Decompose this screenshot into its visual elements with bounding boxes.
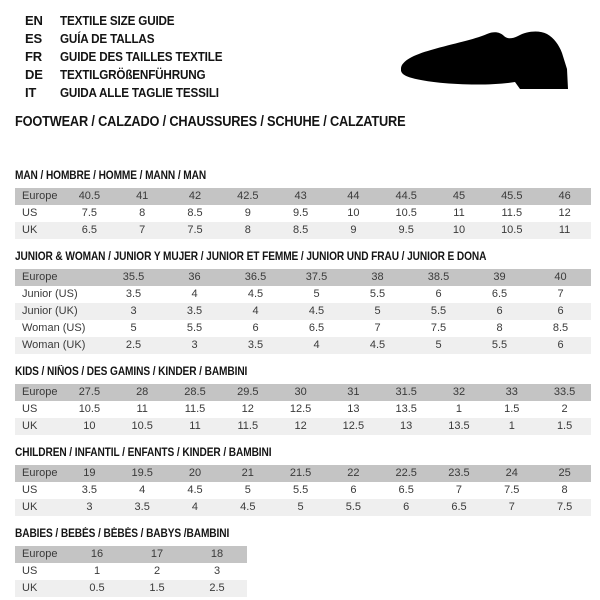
row-label: Woman (US) bbox=[22, 322, 86, 334]
row-label: Europe bbox=[22, 386, 58, 398]
size-cell: 5 bbox=[244, 484, 251, 496]
size-cell: 41 bbox=[136, 190, 149, 202]
size-cell: 23.5 bbox=[448, 467, 470, 479]
size-table bbox=[15, 384, 591, 435]
size-cell: 8 bbox=[139, 207, 146, 219]
shoe-icon bbox=[401, 30, 571, 94]
size-cell: 3.5 bbox=[247, 339, 264, 351]
size-cell: 12 bbox=[294, 420, 307, 432]
size-cell: 28 bbox=[136, 386, 149, 398]
size-cell: 12.5 bbox=[289, 403, 312, 415]
size-cell: 11 bbox=[453, 207, 465, 219]
size-cell: 31.5 bbox=[395, 386, 417, 398]
size-cell: 37.5 bbox=[305, 271, 328, 283]
size-section bbox=[15, 366, 591, 435]
row-label: UK bbox=[22, 582, 38, 594]
language-code: EN bbox=[25, 13, 43, 28]
size-cell: 5 bbox=[313, 288, 320, 300]
size-cell: 21 bbox=[241, 467, 254, 479]
size-cell: 6 bbox=[557, 305, 564, 317]
size-cell: 21.5 bbox=[289, 467, 312, 479]
size-cell: 3 bbox=[213, 565, 221, 577]
language-code: DE bbox=[25, 67, 43, 82]
size-section bbox=[15, 170, 591, 239]
language-title: TEXTILGRÖßENFÜHRUNG bbox=[60, 67, 206, 82]
size-cell: 6 bbox=[496, 305, 503, 317]
size-cell: 36.5 bbox=[244, 271, 267, 283]
category-title: FOOTWEAR / CALZADO / CHAUSSURES / SCHUHE / CALZATURE bbox=[15, 114, 406, 130]
page-header bbox=[0, 0, 600, 130]
size-cell: 6.5 bbox=[491, 288, 508, 300]
size-cell: 35.5 bbox=[122, 271, 145, 283]
size-cell: 8 bbox=[496, 322, 503, 334]
table-row bbox=[15, 269, 591, 286]
row-label: Junior (UK) bbox=[22, 305, 78, 317]
size-cell: 5.5 bbox=[186, 322, 203, 334]
size-table bbox=[15, 546, 247, 597]
size-cell: 3.5 bbox=[81, 484, 98, 496]
size-cell: 4.5 bbox=[308, 305, 325, 317]
size-cell: 5 bbox=[297, 501, 304, 513]
size-cell: 12.5 bbox=[342, 420, 365, 432]
size-cell: 9.5 bbox=[292, 207, 309, 219]
row-label: Junior (US) bbox=[22, 288, 78, 300]
size-cell: 46 bbox=[558, 190, 571, 202]
size-cell: 24 bbox=[505, 467, 518, 479]
language-code: FR bbox=[25, 49, 42, 64]
size-cell: 7.5 bbox=[81, 207, 98, 219]
size-cell: 6.5 bbox=[81, 224, 98, 236]
size-cell: 5.5 bbox=[345, 501, 362, 513]
size-cell: 25 bbox=[558, 467, 571, 479]
size-cell: 8 bbox=[561, 484, 568, 496]
size-cell: 11 bbox=[189, 420, 201, 432]
size-cell: 40.5 bbox=[78, 190, 101, 202]
table-row bbox=[15, 465, 591, 482]
size-cell: 7 bbox=[139, 224, 146, 236]
size-cell: 38 bbox=[371, 271, 384, 283]
row-label: UK bbox=[22, 224, 38, 236]
size-cell: 27.5 bbox=[78, 386, 101, 398]
size-cell: 16 bbox=[90, 548, 104, 560]
size-cell: 42.5 bbox=[237, 190, 259, 202]
size-cell: 4 bbox=[191, 501, 199, 513]
size-cell: 3 bbox=[86, 501, 93, 513]
size-cell: 28.5 bbox=[184, 386, 206, 398]
section-title: CHILDREN / INFANTIL / ENFANTS / KINDER / BAMBINI bbox=[15, 447, 272, 459]
size-cell: 13.5 bbox=[448, 420, 470, 432]
size-cell: 3.5 bbox=[186, 305, 203, 317]
size-cell: 40 bbox=[554, 271, 567, 283]
size-cell: 19.5 bbox=[131, 467, 153, 479]
size-cell: 5.5 bbox=[491, 339, 508, 351]
size-cell: 1.5 bbox=[504, 403, 520, 415]
table-row bbox=[15, 401, 591, 418]
row-label: Europe bbox=[22, 548, 58, 560]
size-cell: 3 bbox=[130, 305, 137, 317]
table-row bbox=[15, 418, 591, 435]
language-title: GUIDA ALLE TAGLIE TESSILI bbox=[60, 85, 219, 100]
size-cell: 8.5 bbox=[292, 224, 309, 236]
size-cell: 1 bbox=[508, 420, 515, 432]
size-cell: 12 bbox=[241, 403, 254, 415]
table-row bbox=[15, 188, 591, 205]
table-row bbox=[15, 563, 247, 580]
size-cell: 44.5 bbox=[395, 190, 417, 202]
size-cell: 11 bbox=[136, 403, 148, 415]
size-cell: 4.5 bbox=[247, 288, 264, 300]
size-cell: 8.5 bbox=[552, 322, 569, 334]
size-cell: 6.5 bbox=[451, 501, 467, 513]
size-cell: 13 bbox=[347, 403, 360, 415]
size-cell: 5.5 bbox=[369, 288, 386, 300]
size-cell: 11 bbox=[558, 224, 571, 236]
size-cell: 7 bbox=[557, 288, 564, 300]
table-row bbox=[15, 384, 591, 401]
size-cell: 3.5 bbox=[125, 288, 142, 300]
size-cell: 7 bbox=[455, 484, 463, 496]
row-label: UK bbox=[22, 420, 38, 432]
row-label: US bbox=[22, 403, 38, 415]
size-cell: 2 bbox=[153, 565, 161, 577]
size-cell: 36 bbox=[188, 271, 201, 283]
size-cell: 3 bbox=[191, 339, 198, 351]
table-row bbox=[15, 205, 591, 222]
size-cell: 10.5 bbox=[501, 224, 523, 236]
size-cell: 38.5 bbox=[427, 271, 450, 283]
section-title: JUNIOR & WOMAN / JUNIOR Y MUJER / JUNIOR ET FEMME / JUNIOR UND FRAU / JUNIOR E DONA bbox=[15, 251, 487, 263]
size-cell: 5 bbox=[130, 322, 137, 334]
size-cell: 13 bbox=[400, 420, 413, 432]
size-cell: 7.5 bbox=[187, 224, 203, 236]
size-cell: 6 bbox=[350, 484, 357, 496]
table-row bbox=[15, 482, 591, 499]
size-cell: 1 bbox=[93, 565, 101, 577]
table-row bbox=[15, 337, 591, 354]
size-cell: 5 bbox=[374, 305, 381, 317]
row-label: Woman (UK) bbox=[22, 339, 86, 351]
size-table bbox=[15, 465, 591, 516]
size-cell: 5.5 bbox=[430, 305, 447, 317]
size-cell: 6.5 bbox=[398, 484, 414, 496]
table-row bbox=[15, 286, 591, 303]
size-cell: 32 bbox=[452, 386, 466, 398]
size-cell: 9 bbox=[244, 207, 251, 219]
size-cell: 6 bbox=[252, 322, 259, 334]
size-cell: 5 bbox=[435, 339, 442, 351]
language-title: TEXTILE SIZE GUIDE bbox=[60, 13, 175, 28]
table-row bbox=[15, 580, 247, 597]
size-cell: 0.5 bbox=[89, 582, 105, 594]
size-table bbox=[15, 188, 591, 239]
size-cell: 4 bbox=[139, 484, 146, 496]
size-cell: 45.5 bbox=[501, 190, 523, 202]
size-cell: 4.5 bbox=[240, 501, 256, 513]
size-cell: 1 bbox=[455, 403, 463, 415]
size-cell: 33.5 bbox=[553, 386, 576, 398]
language-code: IT bbox=[25, 85, 37, 100]
size-cell: 33 bbox=[505, 386, 518, 398]
size-cell: 11.5 bbox=[501, 207, 523, 219]
size-cell: 6 bbox=[557, 339, 564, 351]
size-cell: 31 bbox=[347, 386, 360, 398]
size-cell: 11.5 bbox=[237, 420, 259, 432]
language-row-en bbox=[25, 12, 600, 30]
size-cell: 1.5 bbox=[556, 420, 573, 432]
size-cell: 7 bbox=[374, 322, 381, 334]
size-cell: 17 bbox=[150, 548, 164, 560]
size-cell: 2.5 bbox=[209, 582, 225, 594]
size-cell: 11.5 bbox=[184, 403, 206, 415]
size-cell: 10.5 bbox=[395, 207, 417, 219]
size-section bbox=[15, 251, 591, 354]
size-cell: 44 bbox=[347, 190, 360, 202]
size-cell: 8.5 bbox=[187, 207, 203, 219]
row-label: Europe bbox=[22, 467, 58, 479]
size-cell: 5.5 bbox=[292, 484, 309, 496]
row-label: US bbox=[22, 565, 38, 577]
size-cell: 10 bbox=[347, 207, 360, 219]
section-title: BABIES / BEBÉS / BÉBÉS / BABYS /BAMBINI bbox=[15, 528, 230, 540]
size-cell: 12 bbox=[558, 207, 571, 219]
size-cell: 22 bbox=[347, 467, 360, 479]
size-cell: 6.5 bbox=[308, 322, 325, 334]
size-cell: 9.5 bbox=[398, 224, 414, 236]
size-cell: 7 bbox=[508, 501, 515, 513]
language-title: GUIDE DES TAILLES TEXTILE bbox=[60, 49, 223, 64]
size-cell: 20 bbox=[188, 467, 202, 479]
size-cell: 19 bbox=[83, 467, 96, 479]
size-cell: 2 bbox=[561, 403, 568, 415]
size-cell: 39 bbox=[493, 271, 506, 283]
row-label: US bbox=[22, 207, 38, 219]
size-cell: 10 bbox=[83, 420, 96, 432]
size-cell: 4.5 bbox=[187, 484, 203, 496]
language-code: ES bbox=[25, 31, 42, 46]
language-title: GUÍA DE TALLAS bbox=[60, 31, 155, 46]
size-cell: 30 bbox=[294, 386, 307, 398]
table-row bbox=[15, 303, 591, 320]
size-cell: 18 bbox=[210, 548, 224, 560]
size-cell: 1.5 bbox=[149, 582, 165, 594]
size-cell: 22.5 bbox=[395, 467, 417, 479]
size-cell: 7.5 bbox=[556, 501, 573, 513]
size-cell: 2.5 bbox=[125, 339, 142, 351]
size-cell: 10.5 bbox=[78, 403, 101, 415]
size-cell: 4 bbox=[191, 288, 198, 300]
size-cell: 8 bbox=[244, 224, 251, 236]
size-cell: 7.5 bbox=[504, 484, 520, 496]
table-row bbox=[15, 320, 591, 337]
size-tables bbox=[15, 170, 591, 597]
row-label: Europe bbox=[22, 271, 58, 283]
size-cell: 4.5 bbox=[369, 339, 386, 351]
size-cell: 10.5 bbox=[131, 420, 153, 432]
size-cell: 45 bbox=[452, 190, 466, 202]
size-cell: 6 bbox=[403, 501, 410, 513]
row-label: Europe bbox=[22, 190, 58, 202]
size-cell: 9 bbox=[350, 224, 357, 236]
size-cell: 29.5 bbox=[237, 386, 259, 398]
size-cell: 3.5 bbox=[134, 501, 150, 513]
row-label: UK bbox=[22, 501, 38, 513]
size-cell: 42 bbox=[188, 190, 202, 202]
size-cell: 10 bbox=[452, 224, 466, 236]
size-cell: 4 bbox=[252, 305, 259, 317]
section-title: MAN / HOMBRE / HOMME / MANN / MAN bbox=[15, 170, 207, 182]
size-cell: 6 bbox=[435, 288, 442, 300]
table-row bbox=[15, 546, 247, 563]
size-cell: 43 bbox=[294, 190, 307, 202]
table-row bbox=[15, 499, 591, 516]
table-row bbox=[15, 222, 591, 239]
size-cell: 13.5 bbox=[395, 403, 417, 415]
size-section bbox=[15, 447, 591, 516]
row-label: US bbox=[22, 484, 38, 496]
section-title: KIDS / NIÑOS / DES GAMINS / KINDER / BAMBINI bbox=[15, 366, 248, 378]
size-section bbox=[15, 528, 591, 597]
size-cell: 7.5 bbox=[430, 322, 447, 334]
size-cell: 4 bbox=[313, 339, 320, 351]
size-table bbox=[15, 269, 591, 354]
